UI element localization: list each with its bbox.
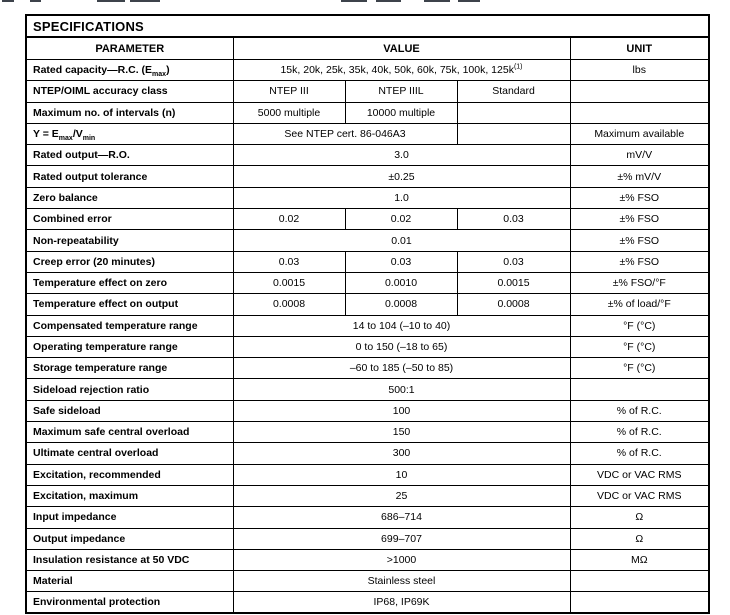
parameter-cell: Zero balance — [26, 187, 233, 208]
value-cell: See NTEP cert. 86-046A3 — [233, 123, 457, 144]
unit-cell: °F (°C) — [570, 358, 709, 379]
unit-cell: ±% FSO — [570, 187, 709, 208]
unit-cell — [570, 592, 709, 613]
value-cell: ±0.25 — [233, 166, 570, 187]
value-cell — [457, 123, 570, 144]
parameter-cell: Operating temperature range — [26, 336, 233, 357]
table-row — [26, 187, 709, 208]
value-cell: 0.0008 — [345, 294, 457, 315]
value-cell: 15k, 20k, 25k, 35k, 40k, 50k, 60k, 75k, 100k, $125k^{(1)}$ — [233, 60, 570, 81]
parameter-cell: Compensated temperature range — [26, 315, 233, 336]
value-cell: 10 — [233, 464, 570, 485]
parameter-cell: Excitation, recommended — [26, 464, 233, 485]
table-header-row — [26, 37, 709, 60]
clipped-text-fragment — [424, 0, 450, 2]
value-cell: 0.0008 — [457, 294, 570, 315]
value-cell: 14 to 104 (–10 to 40) — [233, 315, 570, 336]
parameter-cell: Environmental protection — [26, 592, 233, 613]
value-cell: 0.02 — [345, 209, 457, 230]
table-row — [26, 166, 709, 187]
parameter-cell: Combined error — [26, 209, 233, 230]
parameter-cell: Input impedance — [26, 507, 233, 528]
value-cell: 0.0010 — [345, 272, 457, 293]
unit-cell: ±% FSO/°F — [570, 272, 709, 293]
table-row — [26, 251, 709, 272]
unit-cell: °F (°C) — [570, 336, 709, 357]
table-row — [26, 102, 709, 123]
value-cell: 0.03 — [457, 251, 570, 272]
value-cell — [457, 102, 570, 123]
spec-table-body — [26, 60, 709, 614]
table-row — [26, 358, 709, 379]
parameter-cell: Rated capacity—R.C. $(E_{max})$ — [26, 60, 233, 81]
specifications-table — [25, 14, 710, 614]
parameter-cell: Sideload rejection ratio — [26, 379, 233, 400]
unit-cell: VDC or VAC RMS — [570, 485, 709, 506]
parameter-cell: Output impedance — [26, 528, 233, 549]
unit-cell: % of R.C. — [570, 443, 709, 464]
table-row — [26, 209, 709, 230]
table-row — [26, 443, 709, 464]
unit-cell: mV/V — [570, 145, 709, 166]
value-cell: 100 — [233, 400, 570, 421]
unit-cell — [570, 102, 709, 123]
clipped-text-fragment — [2, 0, 14, 2]
value-cell: –60 to 185 (–50 to 85) — [233, 358, 570, 379]
table-row — [26, 230, 709, 251]
unit-cell: VDC or VAC RMS — [570, 464, 709, 485]
unit-cell: °F (°C) — [570, 315, 709, 336]
value-cell: 0.03 — [457, 209, 570, 230]
unit-cell: ±% of load/°F — [570, 294, 709, 315]
unit-cell: ±% FSO — [570, 230, 709, 251]
column-header-unit: UNIT — [570, 37, 709, 60]
clipped-text-fragment — [341, 0, 367, 2]
value-cell: NTEP III — [233, 81, 345, 102]
value-cell: 0.0008 — [233, 294, 345, 315]
parameter-cell: Excitation, maximum — [26, 485, 233, 506]
unit-cell: Ω — [570, 528, 709, 549]
value-cell: NTEP IIIL — [345, 81, 457, 102]
table-row — [26, 549, 709, 570]
clipped-text-fragment — [130, 0, 160, 2]
column-header-parameter: PARAMETER — [26, 37, 233, 60]
value-cell: 25 — [233, 485, 570, 506]
table-row — [26, 592, 709, 613]
table-row — [26, 315, 709, 336]
value-cell: 0.01 — [233, 230, 570, 251]
table-row — [26, 272, 709, 293]
value-cell: 0.03 — [233, 251, 345, 272]
table-row — [26, 336, 709, 357]
table-row — [26, 294, 709, 315]
table-row — [26, 81, 709, 102]
value-cell: 0.02 — [233, 209, 345, 230]
table-row — [26, 485, 709, 506]
clipped-text-fragment — [97, 0, 125, 2]
unit-cell: % of R.C. — [570, 422, 709, 443]
parameter-cell: Maximum no. of intervals (n) — [26, 102, 233, 123]
value-cell: Stainless steel — [233, 571, 570, 592]
unit-cell: Maximum available — [570, 123, 709, 144]
parameter-cell: Material — [26, 571, 233, 592]
value-cell: 0 to 150 (–18 to 65) — [233, 336, 570, 357]
parameter-cell: Storage temperature range — [26, 358, 233, 379]
table-row — [26, 123, 709, 144]
parameter-cell: Rated output tolerance — [26, 166, 233, 187]
value-cell: 0.0015 — [233, 272, 345, 293]
table-row — [26, 60, 709, 81]
parameter-cell: Ultimate central overload — [26, 443, 233, 464]
value-cell: 1.0 — [233, 187, 570, 208]
parameter-cell: Safe sideload — [26, 400, 233, 421]
parameter-cell: Non-repeatability — [26, 230, 233, 251]
value-cell: 3.0 — [233, 145, 570, 166]
table-row — [26, 145, 709, 166]
table-row — [26, 507, 709, 528]
table-title: SPECIFICATIONS — [26, 15, 709, 37]
unit-cell: lbs — [570, 60, 709, 81]
table-row — [26, 464, 709, 485]
clipped-text-line — [0, 0, 730, 4]
value-cell: >1000 — [233, 549, 570, 570]
clipped-text-fragment — [458, 0, 480, 2]
value-cell: 686–714 — [233, 507, 570, 528]
value-cell: 500:1 — [233, 379, 570, 400]
parameter-cell: Creep error (20 minutes) — [26, 251, 233, 272]
value-cell: 300 — [233, 443, 570, 464]
unit-cell: ±% FSO — [570, 251, 709, 272]
value-cell: 699–707 — [233, 528, 570, 549]
parameter-cell: Temperature effect on zero — [26, 272, 233, 293]
value-cell: 150 — [233, 422, 570, 443]
parameter-cell: Maximum safe central overload — [26, 422, 233, 443]
unit-cell: ±% mV/V — [570, 166, 709, 187]
table-row — [26, 379, 709, 400]
table-row — [26, 528, 709, 549]
column-header-value: VALUE — [233, 37, 570, 60]
unit-cell: % of R.C. — [570, 400, 709, 421]
unit-cell: MΩ — [570, 549, 709, 570]
table-row — [26, 400, 709, 421]
parameter-cell: Insulation resistance at 50 VDC — [26, 549, 233, 570]
parameter-cell: Temperature effect on output — [26, 294, 233, 315]
value-cell: Standard — [457, 81, 570, 102]
table-row — [26, 422, 709, 443]
clipped-text-fragment — [30, 0, 41, 2]
unit-cell — [570, 379, 709, 400]
unit-cell: ±% FSO — [570, 209, 709, 230]
parameter-cell: $Y = E_{max}/V_{min}$ — [26, 123, 233, 144]
table-row — [26, 571, 709, 592]
value-cell: 5000 multiple — [233, 102, 345, 123]
value-cell: 10000 multiple — [345, 102, 457, 123]
parameter-cell: Rated output—R.O. — [26, 145, 233, 166]
unit-cell — [570, 571, 709, 592]
value-cell: 0.03 — [345, 251, 457, 272]
value-cell: IP68, IP69K — [233, 592, 570, 613]
unit-cell — [570, 81, 709, 102]
value-cell: 0.0015 — [457, 272, 570, 293]
unit-cell: Ω — [570, 507, 709, 528]
parameter-cell: NTEP/OIML accuracy class — [26, 81, 233, 102]
clipped-text-fragment — [376, 0, 401, 2]
table-title-row — [26, 15, 709, 37]
